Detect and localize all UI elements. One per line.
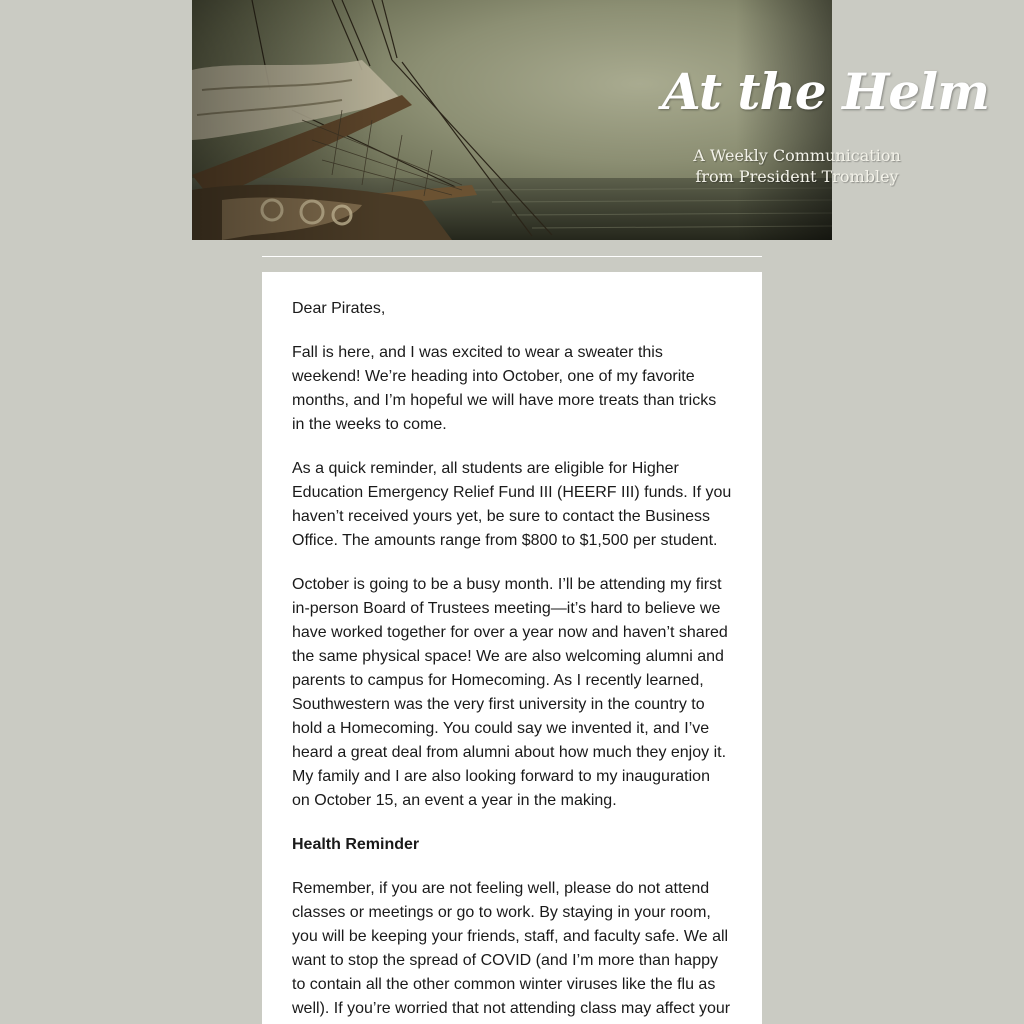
letter-paragraph-1: Fall is here, and I was excited to wear a sweater this weekend! We’re heading into October, one of my favorite months, and I’m hopeful we will have more treats than tricks in the weeks to come. bbox=[292, 344, 717, 433]
letter-paragraph-3: October is going to be a busy month. I’ll be attending my first in-person Board of Trustees meeting—it’s hard to believe we have worked together for over a year now and haven’t shared the same physical space! We are also welcoming alumni and parents to campus for Homecoming. As I recently learned, Southwestern was the very first university in the country to hold a Homecoming. You could say we invented it, and I’ve heard a great deal from alumni about how much they enjoy it. My family and I are also looking forward to my inauguration on October 15, an event a year in the making. bbox=[292, 576, 728, 809]
banner-subtitle-line-2: from President Trombley bbox=[695, 167, 899, 186]
header-banner bbox=[192, 0, 990, 240]
section-heading-health: Health Reminder bbox=[292, 836, 420, 853]
header-divider bbox=[262, 256, 762, 257]
letter-paragraph-2: As a quick reminder, all students are eligible for Higher Education Emergency Relief Fund III (HEERF III) funds. If you haven’t received yours yet, be sure to contact the Business Office. The amounts range from $800 to $1,500 per student. bbox=[292, 460, 732, 549]
letter-paragraph-4: Remember, if you are not feeling well, please do not attend classes or meetings or go to work. By staying in your room, you will be keeping your friends, staff, and faculty safe. We all want to stop the spread of COVID (and I’m more than happy to contain all the other common winter viruses like the flu as well). If you’re worried that not attending class may affect your bbox=[292, 880, 731, 1017]
letter-greeting: Dear Pirates, bbox=[292, 300, 386, 317]
banner-title: At the Helm bbox=[662, 62, 990, 121]
banner-subtitle bbox=[662, 145, 932, 187]
banner-subtitle-line-1: A Weekly Communication bbox=[693, 146, 901, 165]
letter-body bbox=[262, 272, 762, 1024]
